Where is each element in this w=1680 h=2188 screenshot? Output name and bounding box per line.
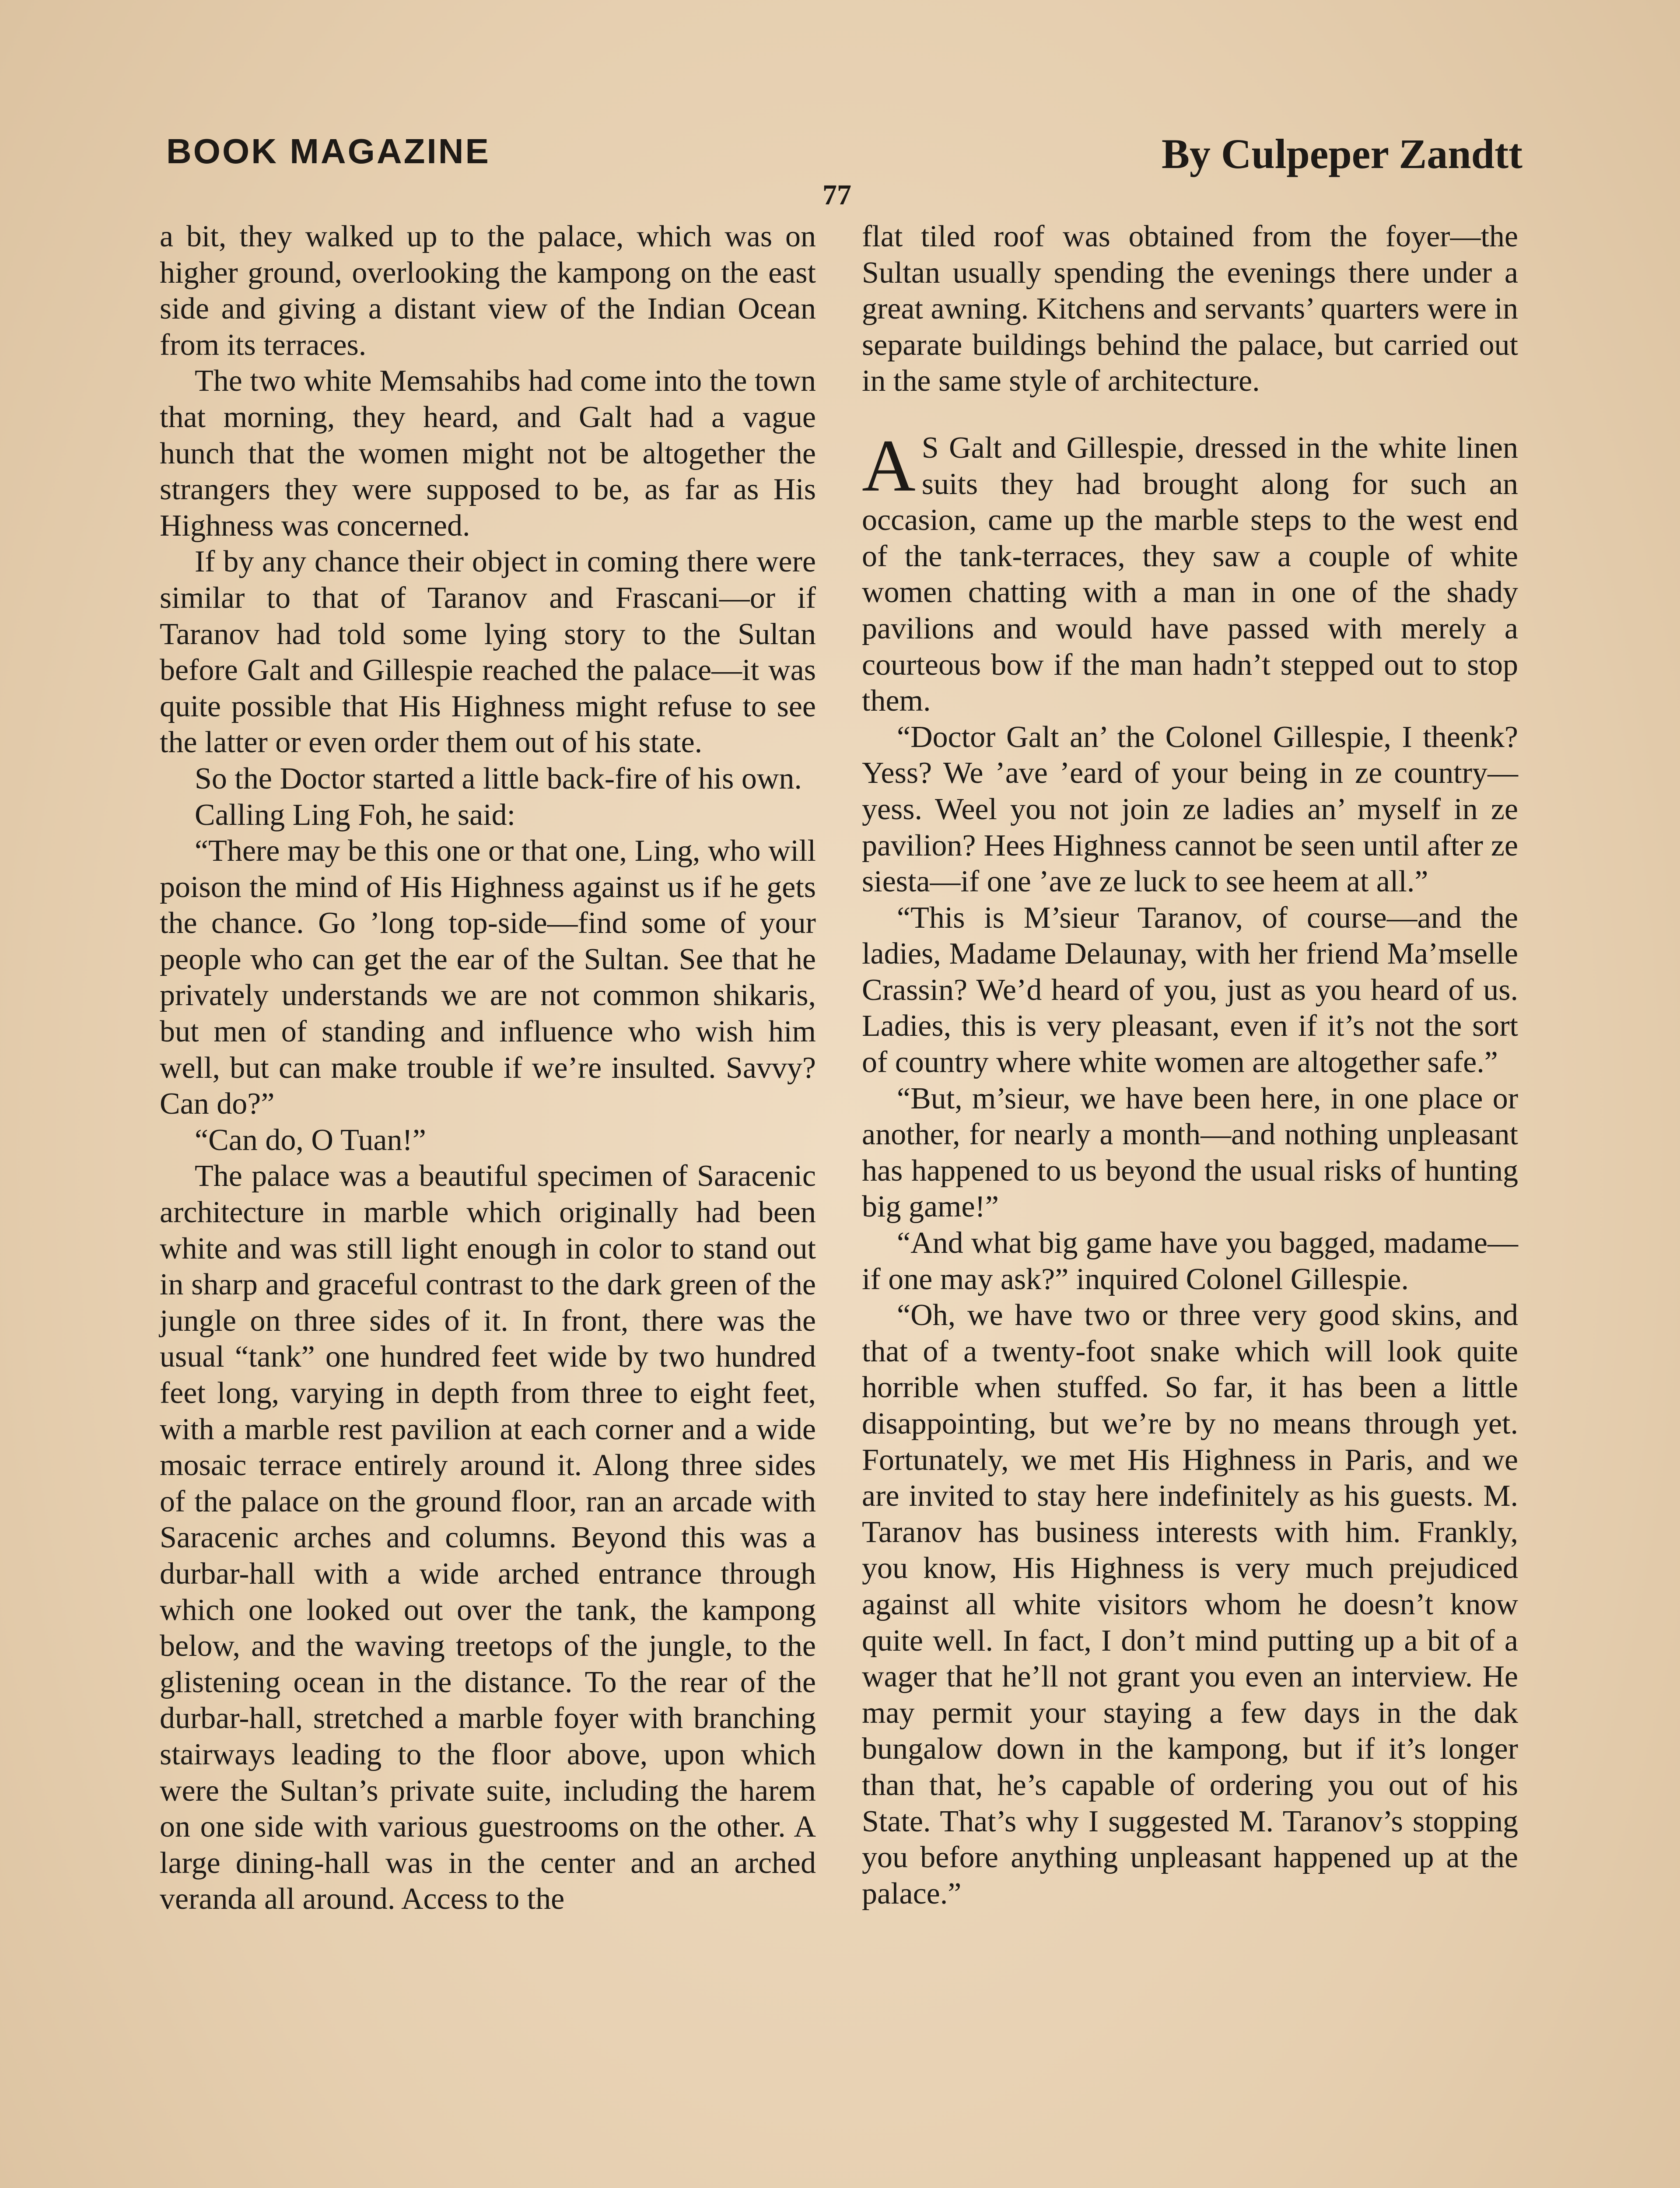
drop-cap-letter: A [862,424,916,507]
magazine-title: BOOK MAGAZINE [166,132,490,171]
paragraph: So the Doctor started a little back-fire of his own. [195,761,802,796]
paragraph-text: S Galt and Gillespie, dressed in the white linen suits they had brought along for such an occasion, came up the marble steps to the west end of the tank-terraces, they saw a couple of white women chatting with a man in one of the shady pavilions and would have passed with merely a courteous bow if the man hadn’t stepped out to stop them. [862,431,1518,718]
paragraph: “There may be this one or that one, Ling, who will poison the mind of His Highness against us if he gets the chance. Go ’long top-side—find some of your people who can get the ear of the Sultan. See that he privately understands we are not common shikaris, but men of standing and influence who wish him well, but can make trouble if we’re insulted. Savvy? Can do?” [160,834,816,1121]
paragraph: “Doctor Galt an’ the Colonel Gillespie, I theenk? Yess? We ’ave ’eard of your being in ze country—yess. Weel you not join ze ladies an’ myself in ze pavilion? Hees Highness cannot be seen until after ze siesta—if one ’ave ze luck to see heem at all.” [862,720,1518,899]
author-byline: By Culpeper Zandtt [1161,130,1522,177]
paragraph: “This is M’sieur Taranov, of course—and the ladies, Madame Delaunay, with her friend Ma’mselle Crassin? We’d heard of you, just as you heard of us. Ladies, this is very pleasant, even if it’s not the sort of country where white women are altogether safe.” [862,901,1518,1080]
paragraph: flat tiled roof was obtained from the foyer—the Sultan usually spending the evenings there under a great awning. Kitchens and servants’ quarters were in separate buildings behind the palace, but carried out in the same style of architecture. [862,220,1518,398]
paragraph: “Oh, we have two or three very good skins, and that of a twenty-foot snake which will look quite horrible when stuffed. So far, it has been a little disappointing, but we’re by no means through yet. Fortunately, we met His Highness in Paris, and we are invited to stay here indefinitely as his guests. M. Taranov has business interests with him. Frankly, you know, His Highness is very much prejudiced against all white visitors whom he doesn’t know quite well. In fact, I don’t mind putting up a bit of a wager that he’ll not grant you even an interview. He may permit your staying a few days in the dak bungalow down in the kampong, but if it’s longer than that, he’s capable of ordering you out of his State. That’s why I suggested M. Taranov’s stopping you before anything unpleasant happened up at the palace.” [862,1298,1518,1911]
paragraph: The two white Memsahibs had come into the town that morning, they heard, and Galt had a vague hunch that the women might not be altogether the strangers they were supposed to be, as far as His Highness was concerned. [160,364,816,543]
paragraph: Calling Ling Foh, he said: [195,798,516,832]
left-column [160,219,816,1918]
paragraph: a bit, they walked up to the palace, which was on higher ground, overlooking the kampong on the east side and giving a distant view of the Indian Ocean from its terraces. [160,220,816,362]
section-opening-paragraph [862,424,1518,719]
paragraph: If by any chance their object in coming there were similar to that of Taranov and Frascani—or if Taranov had told some lying story to the Sultan before Galt and Gillespie reached the palace—it was quite possible that His Highness might refuse to see the latter or even order them out of his state. [160,545,816,760]
paragraph: “Can do, O Tuan!” [195,1123,426,1157]
paragraph: “And what big game have you bagged, madame—if one may ask?” inquired Colonel Gillespie. [862,1226,1518,1296]
paragraph: The palace was a beautiful specimen of Saracenic architecture in marble which originally had been white and was still light enough in color to stand out in sharp and graceful contrast to the dark green of the jungle on three sides of it. In front, there was the usual “tank” one hundred feet wide by two hundred feet long, varying in depth from three to eight feet, with a marble rest pavilion at each corner and a wide mosaic terrace entirely around it. Along three sides of the palace on the ground floor, ran an arcade with Saracenic arches and columns. Beyond this was a durbar-hall with a wide arched entrance through which one looked out over the tank, the kampong below, and the waving treetops of the jungle, to the glistening ocean in the distance. To the rear of the durbar-hall, stretched a marble foyer with branching stairways leading to the floor above, upon which were the Sultan’s private suite, including the harem on one side with various guestrooms on the other. A large dining-hall was in the center and an arched veranda all around. Access to the [160,1159,816,1916]
paragraph: “But, m’sieur, we have been here, in one place or another, for nearly a month—and nothing unpleasant has happened to us beyond the usual risks of hunting big game!” [862,1081,1518,1224]
page-number: 77 [822,179,851,211]
right-column [862,219,1518,1912]
